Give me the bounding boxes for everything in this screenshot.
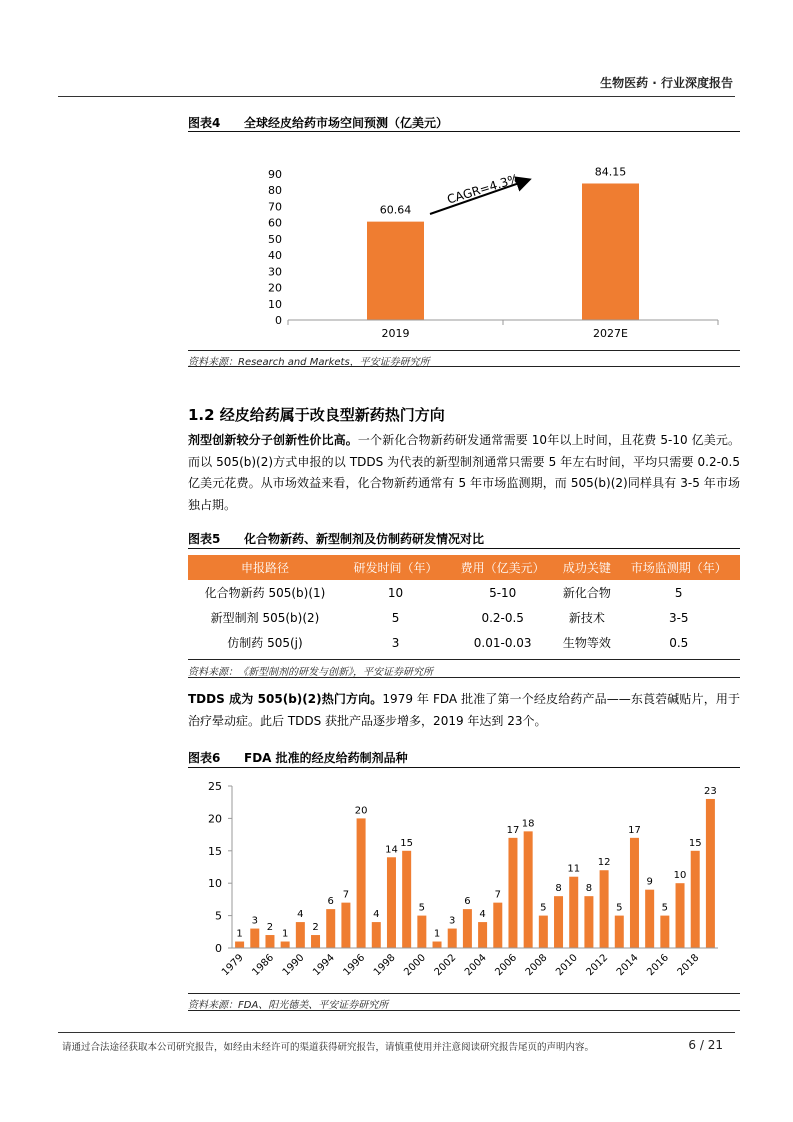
table-cell: 5	[674, 585, 683, 600]
y-tick-label: 0	[215, 942, 222, 955]
table-cell: 3-5	[668, 610, 689, 625]
bar	[235, 942, 244, 948]
figure5-top-rule	[188, 548, 740, 549]
table-header-row	[188, 555, 740, 580]
bar-value-label: 8	[555, 883, 562, 895]
bar	[615, 916, 624, 948]
bar-value-label: 7	[494, 889, 501, 901]
table-header-cell: 研发时间（年）	[342, 555, 449, 580]
y-tick-label: 20	[268, 281, 282, 295]
y-tick-label: 10	[268, 297, 282, 311]
table-header-cell: 费用（亿美元）	[449, 555, 556, 580]
x-tick-label: 1994	[311, 952, 337, 979]
bar-value-label: 17	[506, 824, 520, 836]
bar	[326, 909, 335, 948]
table-cell: 仿制药 505(j)	[227, 636, 303, 650]
bar	[341, 903, 350, 948]
bar	[281, 942, 290, 948]
figure5-number: 图表5	[188, 532, 221, 546]
bar-value-label: 12	[597, 857, 611, 869]
table-header-cell: 市场监测期（年）	[618, 555, 741, 580]
bar-value-label: 5	[540, 902, 547, 914]
bar	[250, 929, 259, 948]
figure6-bottom-rule	[188, 993, 740, 994]
bar-value-label: 9	[646, 876, 653, 888]
bar-value-label: 4	[297, 909, 304, 921]
figure5-title: 化合物新药、新型制剂及仿制药研发情况对比	[244, 532, 485, 546]
bar-value-label: 4	[479, 909, 486, 921]
figure4-source: 资料来源：Research and Markets，平安证券研究所	[188, 357, 430, 368]
footer-disclaimer: 请通过合法途径获取本公司研究报告，如经由未经许可的渠道获得研究报告，请慎重使用并注意阅读研究报告尾页的声明内容。	[62, 1042, 595, 1053]
y-tick-label: 25	[208, 780, 222, 793]
paragraph-2-lead: TDDS 成为 505(b)(2)热门方向。	[188, 692, 383, 706]
figure4-caption	[188, 114, 448, 131]
bar-value-label: 3	[251, 915, 258, 927]
figure4-chart	[188, 140, 740, 350]
table-cell: 10	[387, 585, 404, 600]
bar	[357, 818, 366, 948]
figure4-title: 全球经皮给药市场空间预测（亿美元）	[244, 116, 449, 130]
bar	[493, 903, 502, 948]
bar-value-label: 23	[704, 785, 717, 797]
figure4-source-rule	[188, 366, 740, 367]
table-row	[188, 605, 740, 630]
bar-value-label: 10	[673, 870, 687, 882]
bar	[478, 922, 487, 948]
bar-value-label: 15	[400, 837, 414, 849]
bar	[706, 799, 715, 948]
bar	[524, 831, 533, 948]
bar-value-label: 20	[354, 805, 368, 817]
bar	[402, 851, 411, 948]
x-tick-label: 1986	[250, 952, 277, 979]
table-header-cell: 成功关键	[556, 555, 617, 580]
x-tick-label: 2002	[432, 952, 459, 979]
y-tick-label: 10	[208, 877, 222, 891]
bar-value-label: 15	[688, 837, 702, 849]
x-tick-label: 1996	[341, 952, 368, 979]
bar	[676, 883, 685, 948]
figure6-top-rule	[188, 767, 740, 768]
table-cell: 5	[391, 610, 400, 625]
bar-value-label: 11	[567, 863, 581, 875]
bar	[582, 183, 639, 320]
figure4-top-rule	[188, 131, 740, 132]
paragraph-2-text: 1979 年 FDA 批准了第一个经皮给药产品——东莨菪碱贴片，用于治疗晕动症。此后 TDDS 获批产品逐步增多，2019 年达到 23个。	[188, 692, 740, 728]
table-cell: 5-10	[489, 585, 517, 600]
x-tick-label: 2012	[584, 952, 611, 979]
header-divider	[58, 96, 735, 97]
bar-value-label: 6	[327, 896, 334, 908]
bar	[433, 942, 442, 948]
y-tick-label: 70	[268, 200, 282, 214]
bar-value-label: 2	[312, 922, 319, 934]
y-tick-label: 30	[268, 265, 282, 279]
bar-value-label: 3	[449, 915, 456, 927]
section-title: 1.2 经皮给药属于改良型新药热门方向	[188, 406, 445, 424]
table-cell: 新化合物	[562, 586, 611, 600]
x-tick-label: 2000	[402, 952, 428, 979]
figure6-source-rule	[188, 1010, 740, 1011]
x-tick-label: 2018	[675, 952, 702, 979]
bar	[367, 222, 424, 320]
x-tick-label: 2016	[645, 952, 671, 979]
figure6-caption	[188, 749, 408, 766]
bar-value-label: 14	[385, 844, 398, 856]
bar-value-label: 5	[418, 902, 426, 914]
y-tick-label: 60	[268, 216, 282, 230]
figure4-number: 图表4	[188, 116, 221, 130]
bar	[463, 909, 472, 948]
x-tick-label: 2008	[523, 952, 550, 979]
table-cell: 化合物新药 505(b)(1)	[204, 586, 326, 600]
x-tick-label: 1979	[219, 952, 246, 979]
y-tick-label: 20	[208, 812, 222, 826]
x-tick-label: 2019	[381, 327, 410, 340]
y-tick-label: 5	[215, 909, 222, 923]
table-cell: 0.2-0.5	[481, 610, 524, 625]
bar	[387, 857, 396, 948]
figure4-bottom-rule	[188, 350, 740, 351]
bar	[630, 838, 639, 948]
bar-value-label: 5	[616, 902, 623, 914]
table-header-cell: 申报路径	[188, 555, 342, 580]
figure5-source: 资料来源：《新型制剂的研发与创新》，平安证券研究所	[188, 667, 433, 678]
bar-value-label: 2	[266, 922, 274, 934]
figure6-title: FDA 批准的经皮给药制剂品种	[244, 751, 408, 765]
paragraph-1-lead: 剂型创新较分子创新性价比高。	[188, 433, 358, 447]
bar-value-label: 6	[464, 896, 471, 908]
table-cell: 新型制剂 505(b)(2)	[210, 611, 320, 625]
bar	[645, 890, 654, 948]
x-tick-label: 2027E	[593, 327, 628, 340]
bar	[554, 896, 563, 948]
bar	[539, 916, 548, 948]
bar	[417, 916, 426, 948]
figure5-source-rule	[188, 677, 740, 678]
footer-divider	[58, 1032, 735, 1033]
x-tick-label: 2010	[554, 952, 580, 979]
bar	[508, 838, 517, 948]
figure6-number: 图表6	[188, 751, 221, 765]
bar	[569, 877, 578, 948]
bar-value-label: 60.64	[379, 203, 412, 217]
table-cell: 3	[391, 635, 400, 650]
paragraph-1	[188, 430, 740, 516]
y-tick-label: 90	[268, 168, 282, 181]
bar	[584, 896, 593, 948]
bar-value-label: 84.15	[594, 165, 627, 179]
y-tick-label: 15	[208, 844, 222, 858]
bar-value-label: 8	[585, 883, 593, 895]
x-tick-label: 2004	[462, 952, 489, 979]
table-cell: 生物等效	[562, 636, 611, 650]
table-cell: 新技术	[568, 611, 605, 625]
x-tick-label: 1990	[280, 952, 307, 979]
table-cell: 0.5	[669, 635, 689, 650]
comparison-table	[188, 555, 740, 655]
bar	[265, 935, 274, 948]
bar-value-label: 5	[661, 902, 669, 914]
bar	[372, 922, 381, 948]
cagr-annotation: CAGR=4.3%	[445, 171, 521, 207]
table-row	[188, 580, 740, 605]
x-tick-label: 1998	[371, 952, 398, 979]
bar	[691, 851, 700, 948]
figure6-source: 资料来源：FDA、阳光德美、平安证券研究所	[188, 1000, 389, 1011]
figure5-caption	[188, 530, 484, 547]
figure6-chart	[188, 772, 740, 992]
paragraph-1-text: 一个新化合物新药研发通常需要 10年以上时间，且花费 5-10 亿美元。而以 505(b)(2)方式申报的以 TDDS 为代表的新型制剂通常只需要 5 年左右时间，平均只需要 0.2-0.5 亿美元花费。从市场效益来看，化合物新药通常有 5 年市场监测期，而 505(b)(2)同样具有 3-5 年市场独占期。	[188, 433, 740, 512]
y-tick-label: 80	[268, 184, 282, 198]
bar-value-label: 1	[281, 928, 289, 940]
bar	[660, 916, 669, 948]
bar-value-label: 1	[433, 928, 441, 940]
page-number: 6 / 21	[688, 1038, 723, 1052]
table-row	[188, 630, 740, 655]
bar-value-label: 1	[236, 928, 243, 940]
bar-value-label: 18	[521, 818, 535, 830]
x-tick-label: 2006	[493, 952, 520, 979]
x-tick-label: 2014	[614, 952, 641, 979]
report-header-title: 生物医药 · 行业深度报告	[600, 76, 733, 90]
bar	[600, 870, 609, 948]
y-tick-label: 50	[268, 232, 282, 246]
table-cell: 0.01-0.03	[473, 635, 532, 650]
bar-value-label: 4	[373, 909, 380, 921]
bar	[448, 929, 457, 948]
y-tick-label: 40	[268, 249, 282, 263]
paragraph-2	[188, 689, 740, 732]
bar-value-label: 7	[342, 889, 350, 901]
bar	[311, 935, 320, 948]
bar-value-label: 17	[628, 824, 641, 836]
y-tick-label: 0	[275, 314, 282, 327]
figure5-bottom-rule	[188, 659, 740, 660]
bar	[296, 922, 305, 948]
